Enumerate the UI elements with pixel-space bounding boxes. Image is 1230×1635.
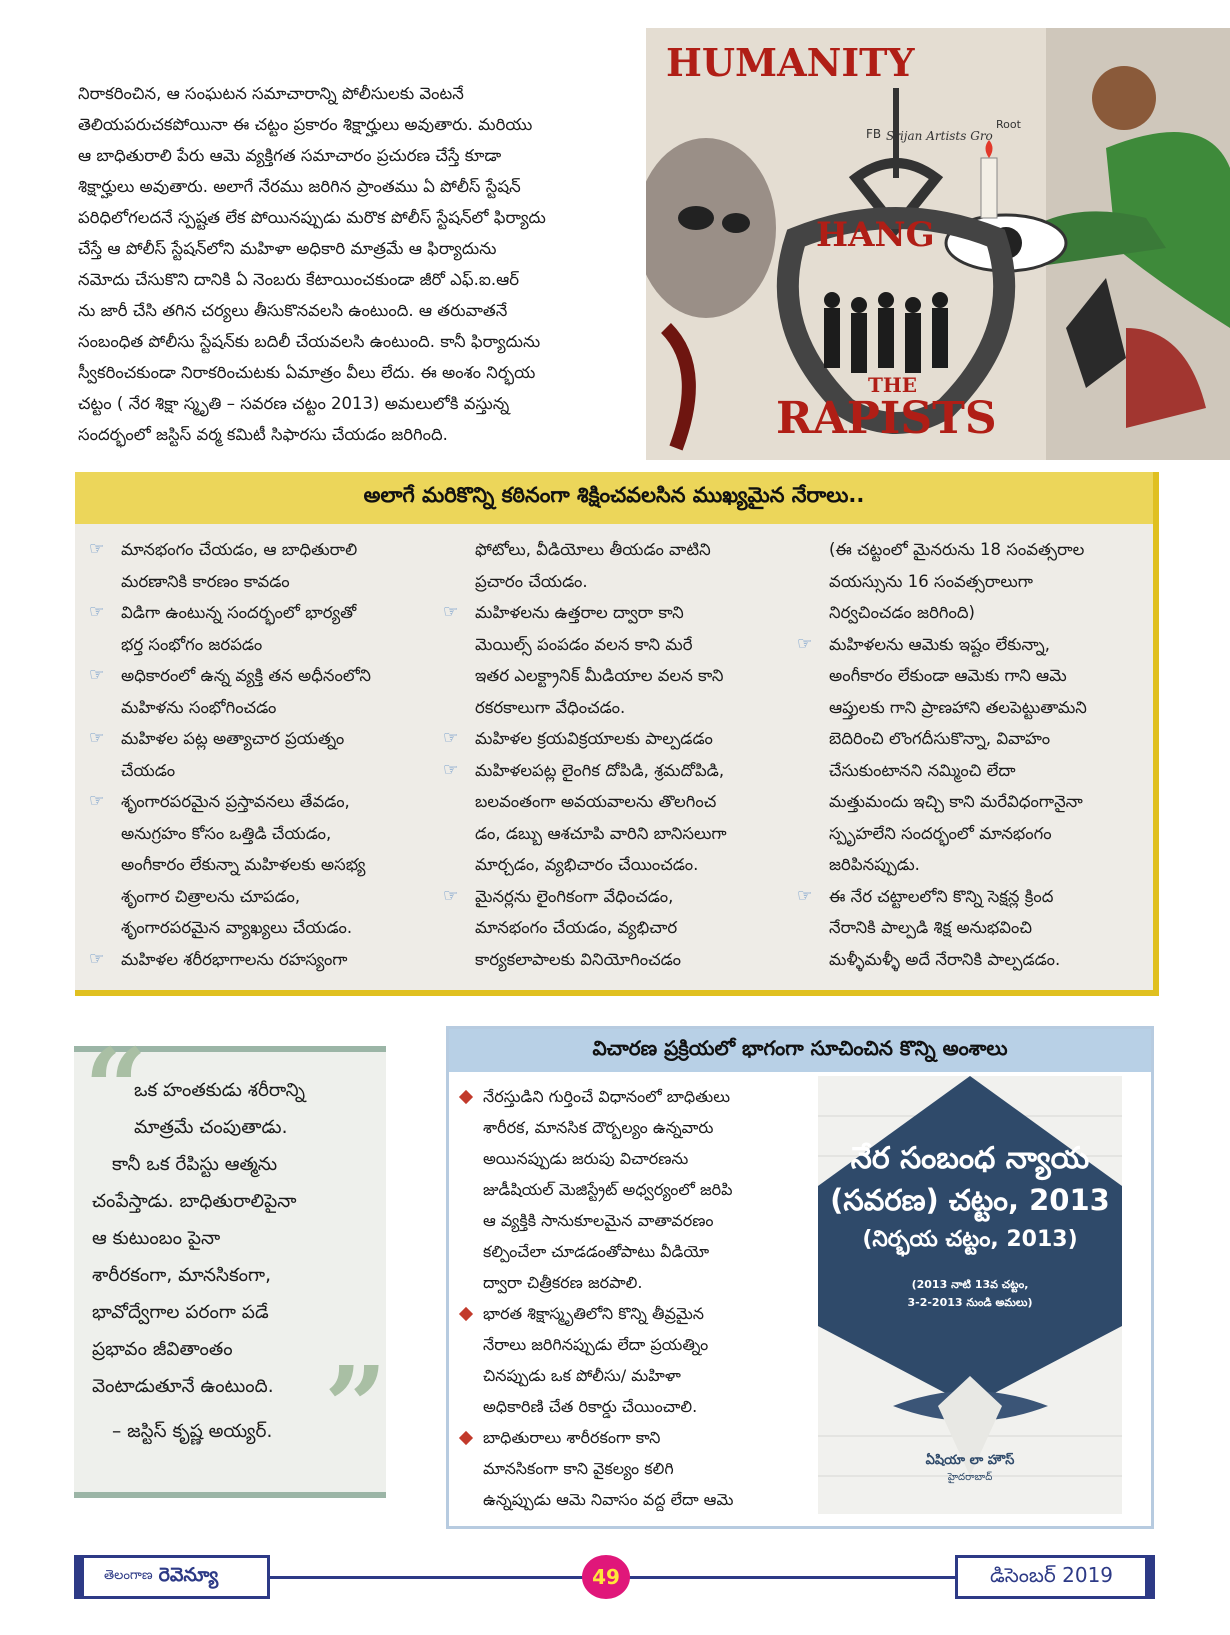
crime-list-item bbox=[87, 881, 437, 913]
inquiry-item-text: అయినప్పుడు జరుపు విచారణను bbox=[483, 1149, 689, 1168]
crime-list-item bbox=[795, 786, 1145, 818]
pointing-hand-icon: ☞ bbox=[797, 633, 813, 654]
pointing-hand-icon: ☞ bbox=[443, 885, 459, 906]
footer-magazine: రెవెన్యూ bbox=[158, 1563, 219, 1586]
quote-author: – జస్టిస్ కృష్ణ అయ్యర్. bbox=[112, 1421, 273, 1442]
page-number-badge: 49 bbox=[582, 1555, 630, 1599]
crime-item-text: స్పృహలేని సందర్భంలో మానభంగం bbox=[829, 823, 1052, 843]
banner-text-hang: HANG bbox=[816, 215, 935, 255]
pointing-hand-icon: ☞ bbox=[89, 665, 105, 685]
intro-line: సంబంధిత పోలీసు స్టేషన్‌కు బదిలీ చేయవలసి ఉంటుంది. కానీ ఫిర్యాదును bbox=[78, 332, 541, 351]
footer-issue-date: డిసెంబర్ 2019 bbox=[955, 1555, 1155, 1599]
quote-line: భావోద్వేగాల పరంగా పడే bbox=[92, 1302, 269, 1323]
book-subtitle-line-2: 3-2-2013 నుండి అమలు) bbox=[907, 1296, 1033, 1309]
quote-line: ఆ కుటుంబం పైనా bbox=[92, 1228, 221, 1249]
inquiry-item-text: భారత శిక్షాస్మృతిలోని కొన్ని తీవ్రమైన bbox=[483, 1304, 705, 1323]
intro-line: ను జారీ చేసి తగిన చర్యలు తీసుకొనవలసి ఉంటుంది. ఆ తరువాతనే bbox=[78, 301, 508, 320]
crime-item-text: మహిళల శరీరభాగాలను రహస్యంగా bbox=[121, 949, 348, 969]
crime-item-text: కార్యకలాపాలకు వినియోగించడం bbox=[475, 949, 681, 969]
crime-item-text: అనుగ్రహం కోసం ఒత్తిడి చేయడం, bbox=[121, 823, 332, 843]
crime-item-text: మానభంగం చేయడం, వ్యభిచార bbox=[475, 918, 678, 937]
crime-list-item bbox=[87, 755, 437, 787]
crimes-column-3 bbox=[795, 534, 1145, 975]
pointing-hand-icon: ☞ bbox=[443, 728, 459, 748]
inquiry-item-text: చినప్పుడు ఒక పోలీసు/ మహిళా bbox=[483, 1366, 681, 1385]
crime-item-text: మహిళలపట్ల లైంగిక దోపిడి, శ్రమదోపిడి, bbox=[475, 760, 725, 780]
crime-item-text: అంగీకారం లేకుండా ఆమెకు గాని ఆమె bbox=[829, 666, 1067, 685]
crime-item-text: మహిళల క్రయవిక్రయాలకు పాల్పడడం bbox=[475, 729, 713, 748]
crime-list-item bbox=[441, 755, 791, 787]
intro-paragraph bbox=[78, 78, 638, 450]
inquiry-item-text: ద్వారా చిత్రీకరణ జరపాలి. bbox=[483, 1273, 643, 1292]
inquiry-list-item bbox=[457, 1143, 797, 1174]
crime-list-item bbox=[87, 534, 437, 566]
crime-list-item bbox=[441, 818, 791, 850]
inquiry-item-text: ఆ వ్యక్తికి సానుకూలమైన వాతావరణం bbox=[483, 1211, 714, 1230]
crime-item-text: శృంగార చిత్రాలను చూపడం, bbox=[121, 886, 301, 906]
banner-text-root: Root bbox=[996, 118, 1021, 131]
quote-line: శారీరకంగా, మానసికంగా, bbox=[92, 1265, 271, 1286]
crime-list-item bbox=[441, 881, 791, 913]
diamond-bullet-icon bbox=[459, 1090, 473, 1104]
crime-item-text: విడిగా ఉంటున్న సందర్భంలో భార్యతో bbox=[121, 603, 357, 622]
crime-list-item bbox=[441, 786, 791, 818]
crime-item-text: బెదిరించి లొంగదీసుకొన్నా, వివాహం bbox=[829, 729, 1051, 748]
quote-line: ప్రభావం జీవితాంతం bbox=[92, 1339, 233, 1360]
crime-item-text: ఫోటోలు, వీడియోలు తీయడం వాటిని bbox=[475, 540, 711, 559]
diamond-bullet-icon bbox=[459, 1431, 473, 1445]
crime-list-item bbox=[87, 597, 437, 629]
crime-item-text: శృంగారపరమైన వ్యాఖ్యలు చేయడం. bbox=[121, 918, 353, 937]
crime-list-item bbox=[441, 534, 791, 566]
pointing-hand-icon: ☞ bbox=[797, 885, 813, 906]
pointing-hand-icon: ☞ bbox=[89, 728, 105, 748]
inquiry-item-text: అధికారిణి చేత రికార్డు చేయించాలి. bbox=[483, 1397, 698, 1416]
book-title-line-3: (నిర్భయ చట్టం, 2013) bbox=[862, 1227, 1078, 1252]
crime-list-item bbox=[441, 723, 791, 755]
page-footer bbox=[0, 1555, 1230, 1611]
crime-item-text: మైనర్లను లైంగికంగా వేధించడం, bbox=[475, 886, 674, 906]
crime-item-text: ప్రచారం చేయడం. bbox=[475, 571, 588, 591]
crime-item-text: వయస్సును 16 సంవత్సరాలుగా bbox=[829, 571, 1033, 591]
crime-item-text: ఆప్తులకు గాని ప్రాణహాని తలపెట్టుతామని bbox=[829, 697, 1087, 717]
crime-list-item bbox=[441, 692, 791, 724]
intro-line: చట్టం ( నేర శిక్షా స్మృతి – సవరణ చట్టం 2013) అమలులోకి వస్తున్న bbox=[78, 394, 510, 413]
crime-list-item bbox=[441, 660, 791, 692]
crime-list-item bbox=[87, 566, 437, 598]
inquiry-list-item bbox=[457, 1484, 797, 1515]
inquiry-heading: విచారణ ప్రక్రియలో భాగంగా సూచించిన కొన్ని అంశాలు bbox=[449, 1029, 1151, 1072]
crime-item-text: మహిళను సంభోగించడం bbox=[121, 697, 277, 717]
protest-banner-photo bbox=[646, 28, 1230, 460]
crime-list-item bbox=[795, 944, 1145, 976]
crime-item-text: ఈ నేర చట్టాలలోని కొన్ని సెక్షన్ల క్రింద bbox=[829, 886, 1054, 906]
crime-item-text: మరణానికి కారణం కావడం bbox=[121, 571, 290, 591]
crime-item-text: మార్చడం, వ్యభిచారం చేయించడం. bbox=[475, 855, 699, 874]
inquiry-item-text: మానసికంగా కాని వైకల్యం కలిగి bbox=[483, 1459, 674, 1478]
crime-list-item bbox=[87, 786, 437, 818]
serious-crimes-box bbox=[75, 472, 1159, 996]
pointing-hand-icon: ☞ bbox=[89, 539, 105, 559]
banner-text-srijan: Srijan Artists Gro bbox=[886, 129, 993, 143]
pointing-hand-icon: ☞ bbox=[443, 759, 459, 780]
crime-list-item bbox=[87, 912, 437, 944]
crime-list-item bbox=[441, 597, 791, 629]
inquiry-item-text: జుడీషియల్ మెజిస్ట్రేట్ అధ్వర్యంలో జరిపి bbox=[483, 1180, 733, 1199]
crime-list-item bbox=[795, 881, 1145, 913]
crime-item-text: అధికారంలో ఉన్న వ్యక్తి తన అధీనంలోని bbox=[121, 666, 371, 685]
crime-list-item bbox=[87, 944, 437, 976]
book-publisher: ఏషియా లా హౌస్ bbox=[925, 1453, 1015, 1468]
intro-line: శిక్షార్హులు అవుతారు. అలాగే నేరము జరిగిన ప్రాంతము ఏ పోలీస్ స్టేషన్ bbox=[78, 177, 521, 196]
pointing-hand-icon: ☞ bbox=[89, 791, 105, 811]
crime-list-item bbox=[795, 629, 1145, 661]
inquiry-list-item bbox=[457, 1298, 797, 1329]
banner-text-the: THE bbox=[868, 373, 918, 397]
serious-crimes-heading: అలాగే మరికొన్ని కఠినంగా శిక్షించవలసిన ముఖ్యమైన నేరాలు.. bbox=[75, 472, 1153, 524]
inquiry-list-item bbox=[457, 1391, 797, 1422]
book-title-line-2: (సవరణ) చట్టం, 2013 bbox=[830, 1183, 1110, 1217]
crime-item-text: (ఈ చట్టంలో మైనరును 18 సంవత్సరాల bbox=[829, 540, 1085, 559]
crime-item-text: మహిళలను ఉత్తరాల ద్వారా కాని bbox=[475, 603, 684, 622]
crime-list-item bbox=[795, 566, 1145, 598]
intro-line: నమోదు చేసుకొని దానికి ఏ నెంబరు కేటాయించకుండా జీరో ఎఫ్.ఐ.ఆర్ bbox=[78, 270, 520, 289]
crime-item-text: బలవంతంగా అవయవాలను తొలగించ bbox=[475, 792, 717, 811]
intro-line: తెలియపరుచకపోయినా ఈ చట్టం ప్రకారం శిక్షార్హులు అవుతారు. మరియు bbox=[78, 115, 533, 134]
intro-line: పరిధిలోగలదనే స్పష్టత లేక పోయినప్పుడు మరొక పోలీస్ స్టేషన్‌లో ఫిర్యాదు bbox=[78, 208, 546, 227]
crime-list-item bbox=[795, 818, 1145, 850]
close-quote-icon: ” bbox=[324, 1342, 388, 1471]
inquiry-list-item bbox=[457, 1422, 797, 1453]
intro-line: చేస్తే ఆ పోలీస్ స్టేషన్‌లోని మహిళా అధికారి మాత్రమే ఆ ఫిర్యాదును bbox=[78, 239, 497, 258]
inquiry-item-text: నేరస్తుడిని గుర్తించే విధానంలో బాధితులు bbox=[483, 1087, 731, 1106]
crime-item-text: నిర్వచించడం జరిగింది) bbox=[829, 603, 975, 622]
crime-list-item bbox=[795, 849, 1145, 881]
book-city: హైదరాబాద్ bbox=[947, 1472, 993, 1483]
intro-line: సందర్భంలో జస్టిస్ వర్మ కమిటీ సిఫారసు చేయడం జరిగింది. bbox=[78, 425, 448, 444]
inquiry-item-text: బాధితురాలు శారీరకంగా కాని bbox=[483, 1428, 661, 1447]
quote-box bbox=[74, 1024, 388, 1498]
crime-list-item bbox=[441, 566, 791, 598]
crime-list-item bbox=[795, 912, 1145, 944]
intro-line: నిరాకరించిన, ఆ సంఘటన సమాచారాన్ని పోలీసులకు వెంటనే bbox=[78, 84, 464, 103]
crime-list-item bbox=[441, 849, 791, 881]
footer-state: తెలంగాణ bbox=[104, 1568, 153, 1583]
inquiry-list-item bbox=[457, 1205, 797, 1236]
book-title-line-1: నేర సంబంధ న్యాయ bbox=[850, 1141, 1090, 1176]
open-quote-icon: “ bbox=[84, 1024, 148, 1153]
crime-item-text: రకరకాలుగా వేధించడం. bbox=[475, 697, 626, 717]
crime-item-text: మహిళలను ఆమెకు ఇష్టం లేకున్నా, bbox=[829, 634, 1050, 654]
crimes-column-2 bbox=[441, 534, 791, 975]
inquiry-list-item bbox=[457, 1174, 797, 1205]
intro-line: ఆ బాధితురాలి పేరు ఆమె వ్యక్తిగత సమాచారం ప్రచురణ చేస్తే కూడా bbox=[78, 146, 502, 165]
banner-text-rapists: RAPISTS bbox=[776, 393, 997, 444]
pointing-hand-icon: ☞ bbox=[89, 602, 105, 622]
pointing-hand-icon: ☞ bbox=[89, 948, 105, 969]
crime-item-text: మత్తుమందు ఇచ్చి కాని మరేవిధంగానైనా bbox=[829, 792, 1083, 811]
crime-list-item bbox=[795, 660, 1145, 692]
crime-list-item bbox=[795, 723, 1145, 755]
crime-item-text: చేయడం bbox=[121, 760, 176, 780]
banner-text-humanity: HUMANITY bbox=[666, 40, 915, 85]
crime-list-item bbox=[87, 629, 437, 661]
crime-list-item bbox=[441, 912, 791, 944]
crime-list-item bbox=[87, 849, 437, 881]
quote-line: కానీ ఒక రేపిస్టు ఆత్మను bbox=[112, 1154, 278, 1175]
crime-item-text: భర్త సంభోగం జరపడం bbox=[121, 634, 263, 654]
crime-item-text: శృంగారపరమైన ప్రస్తావనలు తేవడం, bbox=[121, 792, 350, 811]
inquiry-list-item bbox=[457, 1267, 797, 1298]
inquiry-list-item bbox=[457, 1453, 797, 1484]
crime-item-text: జరిపినప్పుడు. bbox=[829, 855, 920, 874]
crime-item-text: నేరానికి పాల్పడి శిక్ష అనుభవించి bbox=[829, 918, 1033, 937]
crime-list-item bbox=[795, 755, 1145, 787]
quote-line: వెంటాడుతూనే ఉంటుంది. bbox=[92, 1376, 274, 1397]
pointing-hand-icon: ☞ bbox=[443, 602, 459, 622]
crime-item-text: ఇతర ఎలక్ట్రానిక్ మీడియాల వలన కాని bbox=[475, 666, 724, 685]
crime-list-item bbox=[87, 818, 437, 850]
inquiry-item-text: ఉన్నప్పుడు ఆమె నివాసం వద్ద లేదా ఆమె bbox=[483, 1490, 734, 1509]
book-subtitle-line-1: (2013 నాటి 13వ చట్టం, bbox=[911, 1278, 1029, 1291]
diamond-bullet-icon bbox=[459, 1307, 473, 1321]
crime-list-item bbox=[87, 660, 437, 692]
crime-item-text: మెయిల్స్ పంపడం వలన కాని మరే bbox=[475, 634, 693, 654]
crime-list-item bbox=[87, 723, 437, 755]
inquiry-list-item bbox=[457, 1329, 797, 1360]
crime-item-text: మళ్ళీమళ్ళీ అదే నేరానికి పాల్పడడం. bbox=[829, 949, 1061, 969]
crime-item-text: అంగీకారం లేకున్నా మహిళలకు అసభ్య bbox=[121, 855, 366, 874]
crime-list-item bbox=[795, 692, 1145, 724]
crime-item-text: డం, డబ్బు ఆశచూపి వారిని బానిసలుగా bbox=[475, 823, 727, 843]
crime-item-text: చేసుకుంటానని నమ్మించి లేదా bbox=[829, 760, 1016, 780]
inquiry-list-item bbox=[457, 1081, 797, 1112]
quote-line: మాత్రమే చంపుతాడు. bbox=[134, 1117, 288, 1138]
inquiry-item-text: కల్పించేలా చూడడంతోపాటు వీడియో bbox=[483, 1242, 710, 1261]
inquiry-list-item bbox=[457, 1112, 797, 1143]
intro-line: స్వీకరించకుండా నిరాకరించుటకు ఏమాత్రం వీలు లేదు. ఈ అంశం నిర్భయ bbox=[78, 363, 536, 382]
quote-line: చంపేస్తాడు. బాధితురాలిపైనా bbox=[92, 1191, 297, 1212]
inquiry-list-item bbox=[457, 1236, 797, 1267]
crime-list-item bbox=[795, 534, 1145, 566]
quote-line: ఒక హంతకుడు శరీరాన్ని bbox=[134, 1080, 305, 1101]
crime-list-item bbox=[441, 944, 791, 976]
crime-list-item bbox=[795, 597, 1145, 629]
crime-item-text: మానభంగం చేయడం, ఆ బాధితురాలి bbox=[121, 540, 358, 559]
inquiry-item-text: నేరాలు జరిగినప్పుడు లేదా ప్రయత్నిం bbox=[483, 1335, 709, 1354]
crimes-column-1 bbox=[87, 534, 437, 975]
crime-list-item bbox=[87, 692, 437, 724]
footer-magazine-name bbox=[74, 1555, 270, 1599]
inquiry-list-item bbox=[457, 1360, 797, 1391]
inquiry-item-text: శారీరక, మానసిక దౌర్బల్యం ఉన్నవారు bbox=[483, 1118, 714, 1137]
crime-item-text: మహిళల పట్ల అత్యాచార ప్రయత్నం bbox=[121, 729, 345, 748]
banner-text-fb: FB bbox=[866, 127, 882, 141]
crime-list-item bbox=[441, 629, 791, 661]
book-cover-image bbox=[818, 1076, 1122, 1514]
